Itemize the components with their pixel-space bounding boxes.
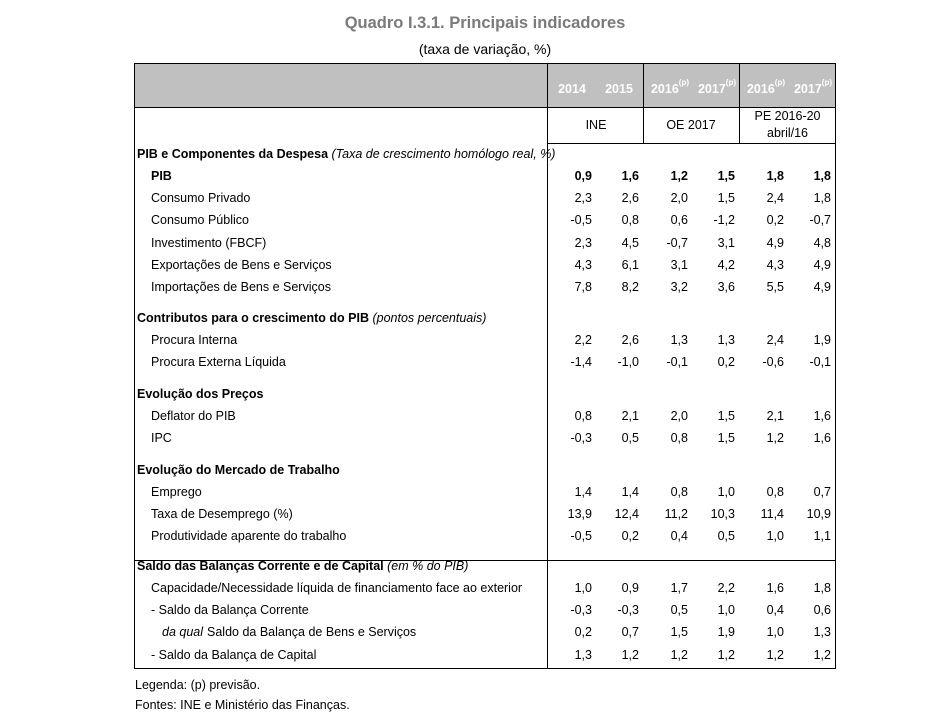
value-cell: 1,2 [670,169,688,183]
source-row-rule [547,143,836,144]
value-cell: 1,6 [621,169,639,183]
source-ine: INE [585,118,607,132]
value-cell: 2,1 [621,409,639,423]
section-title [137,387,263,401]
table-border-right [835,63,836,669]
source-pe-line2: abril/16 [767,126,808,140]
row-label [151,333,237,347]
value-cell: 8,2 [621,280,639,294]
value-cell: 2,0 [670,191,688,206]
value-cell: 4,9 [813,257,831,272]
value-cell: 0,5 [717,529,735,544]
source-oe: OE 2017 [666,118,716,132]
row-label [151,280,331,294]
row-label-prefix: da qual [162,625,204,640]
sources-note: Fontes: INE e Ministério das Finanças. [135,698,350,712]
value-cell: 0,4 [670,529,688,544]
value-cell: 0,5 [621,431,639,446]
value-cell: 1,9 [717,625,735,640]
row-label [151,581,522,595]
value-cell: 4,5 [621,235,639,250]
value-cell: 0,7 [621,625,639,640]
year-header: 2017$^{(p)}$ [793,78,833,97]
value-cell: 1,9 [813,333,831,347]
value-cell: 1,2 [717,647,735,662]
table-title: Quadro I.3.1. Principais indicadores [344,14,626,32]
value-cell: 10,9 [806,507,831,522]
value-cell: -0,1 [666,355,688,370]
section-title-text: Contributos para o crescimento do PIB [137,311,369,325]
value-cell: -0,1 [809,355,831,370]
value-cell: 0,9 [574,169,592,183]
value-cell: 0,5 [670,603,688,618]
value-cell: 1,0 [574,581,592,595]
table-bottom-rule [134,668,836,669]
row-label [151,236,266,250]
value-cell: 0,4 [766,603,784,618]
value-cell: 0,8 [670,485,688,499]
row-label-text: Deflator do PIB [151,409,236,423]
value-cell: 1,2 [670,647,688,662]
value-cell: -0,5 [570,213,592,228]
row-label [151,258,332,272]
section-title [137,463,340,477]
year-header: 2016$^{(p)}$ [650,78,690,97]
value-cell: 0,2 [621,529,639,544]
value-cell: 0,6 [670,213,688,228]
row-label-text: PIB [151,169,172,183]
value-cell: 10,3 [710,507,735,522]
value-cell: 4,9 [813,280,831,294]
indicators-table [134,63,836,669]
row-label-text: Investimento (FBCF) [151,235,267,250]
value-cell: 0,8 [621,213,639,228]
row-label [151,648,316,662]
value-cell: 1,2 [766,431,784,446]
column-divider [643,63,644,143]
value-cell: 1,0 [717,603,735,618]
section-title [137,559,468,573]
value-cell: 5,5 [766,280,784,294]
year-header: 2014 [558,82,586,97]
value-cell: 2,0 [670,409,688,423]
table-subtitle: (taxa de variação, %) [418,41,552,57]
value-cell: -0,5 [570,529,592,544]
value-cell: 2,6 [621,191,639,206]
value-cell: 1,6 [813,431,831,446]
value-cell: 2,2 [574,333,592,347]
row-label-text: Emprego [151,485,202,499]
section-title-text: Saldo das Balanças Corrente e de Capital [137,559,384,573]
value-cell: 0,8 [574,409,592,423]
value-cell: 4,8 [813,235,831,250]
row-label [151,169,172,183]
value-cell: 0,8 [766,485,784,499]
value-cell: -0,3 [617,603,639,618]
value-cell: 4,2 [717,257,735,272]
value-cell: -0,3 [570,603,592,618]
value-cell: -0,7 [809,213,831,228]
source-pe-line1: PE 2016-20 [754,109,821,123]
row-label [151,529,346,543]
value-cell: -1,4 [570,355,592,370]
column-divider [739,63,740,143]
value-cell: 7,8 [574,280,592,294]
value-cell: 11,2 [664,507,688,522]
value-cell: 0,2 [574,625,592,640]
value-cell: 1,8 [813,169,831,183]
value-cell: 1,6 [766,581,784,595]
value-cell: 1,4 [574,485,592,499]
row-label [151,431,172,445]
value-cell: 1,1 [813,529,831,544]
section-subtitle: (em % do PIB) [387,559,469,573]
value-cell: 1,8 [813,191,831,206]
value-cell: -1,2 [713,213,735,228]
value-cell: 1,3 [670,333,688,347]
row-label-text: Exportações de Bens e Serviços [151,257,332,272]
section-subtitle: (pontos percentuais) [372,311,487,325]
row-label [162,625,416,639]
value-cell: 0,8 [670,431,688,446]
row-label-text: - Saldo da Balança de Capital [151,647,317,662]
value-cell: 1,5 [717,169,735,183]
value-cell: 4,3 [574,257,592,272]
value-cell: 1,3 [574,647,592,662]
row-label-text: Taxa de Desemprego (%) [151,507,293,522]
value-cell: 3,2 [670,280,688,294]
row-label [151,191,250,205]
section-title [137,147,555,161]
value-cell: 12,4 [614,507,639,522]
value-cell: 2,3 [574,191,592,206]
row-label-text: Procura Interna [151,333,238,347]
value-cell: 1,5 [717,431,735,446]
value-cell: 1,2 [621,647,639,662]
value-cell: 1,3 [717,333,735,347]
row-label [151,507,293,521]
section-title [137,311,486,325]
value-cell: 1,0 [717,485,735,499]
row-label [151,213,249,227]
value-cell: 0,2 [766,213,784,228]
value-cell: 4,9 [766,235,784,250]
value-cell: 0,2 [717,355,735,370]
year-header: 2015 [605,82,633,97]
year-header: 2017$^{(p)}$ [697,78,737,97]
value-cell: -0,3 [570,431,592,446]
value-cell: 2,3 [574,235,592,250]
value-cell: 6,1 [621,257,639,272]
value-cell: 1,2 [766,647,784,662]
value-cell: 1,6 [813,409,831,423]
row-label-text: Capacidade/Necessidade líquida de financiamento face ao exterior [151,581,523,595]
table-border-left [134,63,135,669]
value-cell: 1,5 [670,625,688,640]
value-cell: 1,7 [670,581,688,595]
value-cell: 1,5 [717,191,735,206]
value-cell: 1,4 [621,485,639,499]
value-cell: -0,6 [762,355,784,370]
value-cell: 13,9 [567,507,592,522]
row-label-text: - Saldo da Balança Corrente [151,603,309,618]
value-cell: 3,6 [717,280,735,294]
value-cell: 0,7 [813,485,831,499]
value-cell: 1,8 [813,581,831,595]
value-cell: 11,4 [760,507,784,522]
value-cell: 2,1 [766,409,784,423]
row-label [151,355,286,369]
value-cell: 2,6 [621,333,639,347]
row-label-text: Consumo Privado [151,191,251,206]
row-label-text: Importações de Bens e Serviços [151,280,331,294]
section-subtitle: (Taxa de crescimento homólogo real, %) [331,147,556,161]
legend: Legenda: (p) previsão. [135,678,261,692]
section-title-text: Evolução do Mercado de Trabalho [137,463,340,477]
value-cell: 1,0 [766,529,784,544]
value-cell: 0,6 [813,603,831,618]
value-cell: 1,8 [766,169,784,183]
row-label [151,409,236,423]
value-cell: -0,7 [666,235,688,250]
value-cell: 2,2 [717,581,735,595]
value-cell: 4,3 [766,257,784,272]
row-label [151,485,202,499]
value-cell: 1,2 [813,647,831,662]
value-cell: 1,0 [766,625,784,640]
section-title-text: Evolução dos Preços [137,387,264,401]
row-label-text: Procura Externa Líquida [151,355,286,370]
value-cell: 3,1 [670,257,688,272]
section-title-text: PIB e Componentes da Despesa [137,147,329,161]
value-cell: 3,1 [717,235,735,250]
row-label [151,603,309,617]
row-label-text: Produtividade aparente do trabalho [151,529,347,544]
value-cell: 1,5 [717,409,735,423]
year-header: 2016$^{(p)}$ [746,78,786,97]
row-label-text: Saldo da Balança de Bens e Serviços [207,625,417,640]
value-cell: 0,9 [621,581,639,595]
value-cell: 1,3 [813,625,831,640]
value-cell: -1,0 [617,355,639,370]
row-label-text: Consumo Público [151,213,249,228]
value-cell: 2,4 [766,191,784,206]
value-cell: 2,4 [766,333,784,347]
row-label-text: IPC [151,431,172,446]
